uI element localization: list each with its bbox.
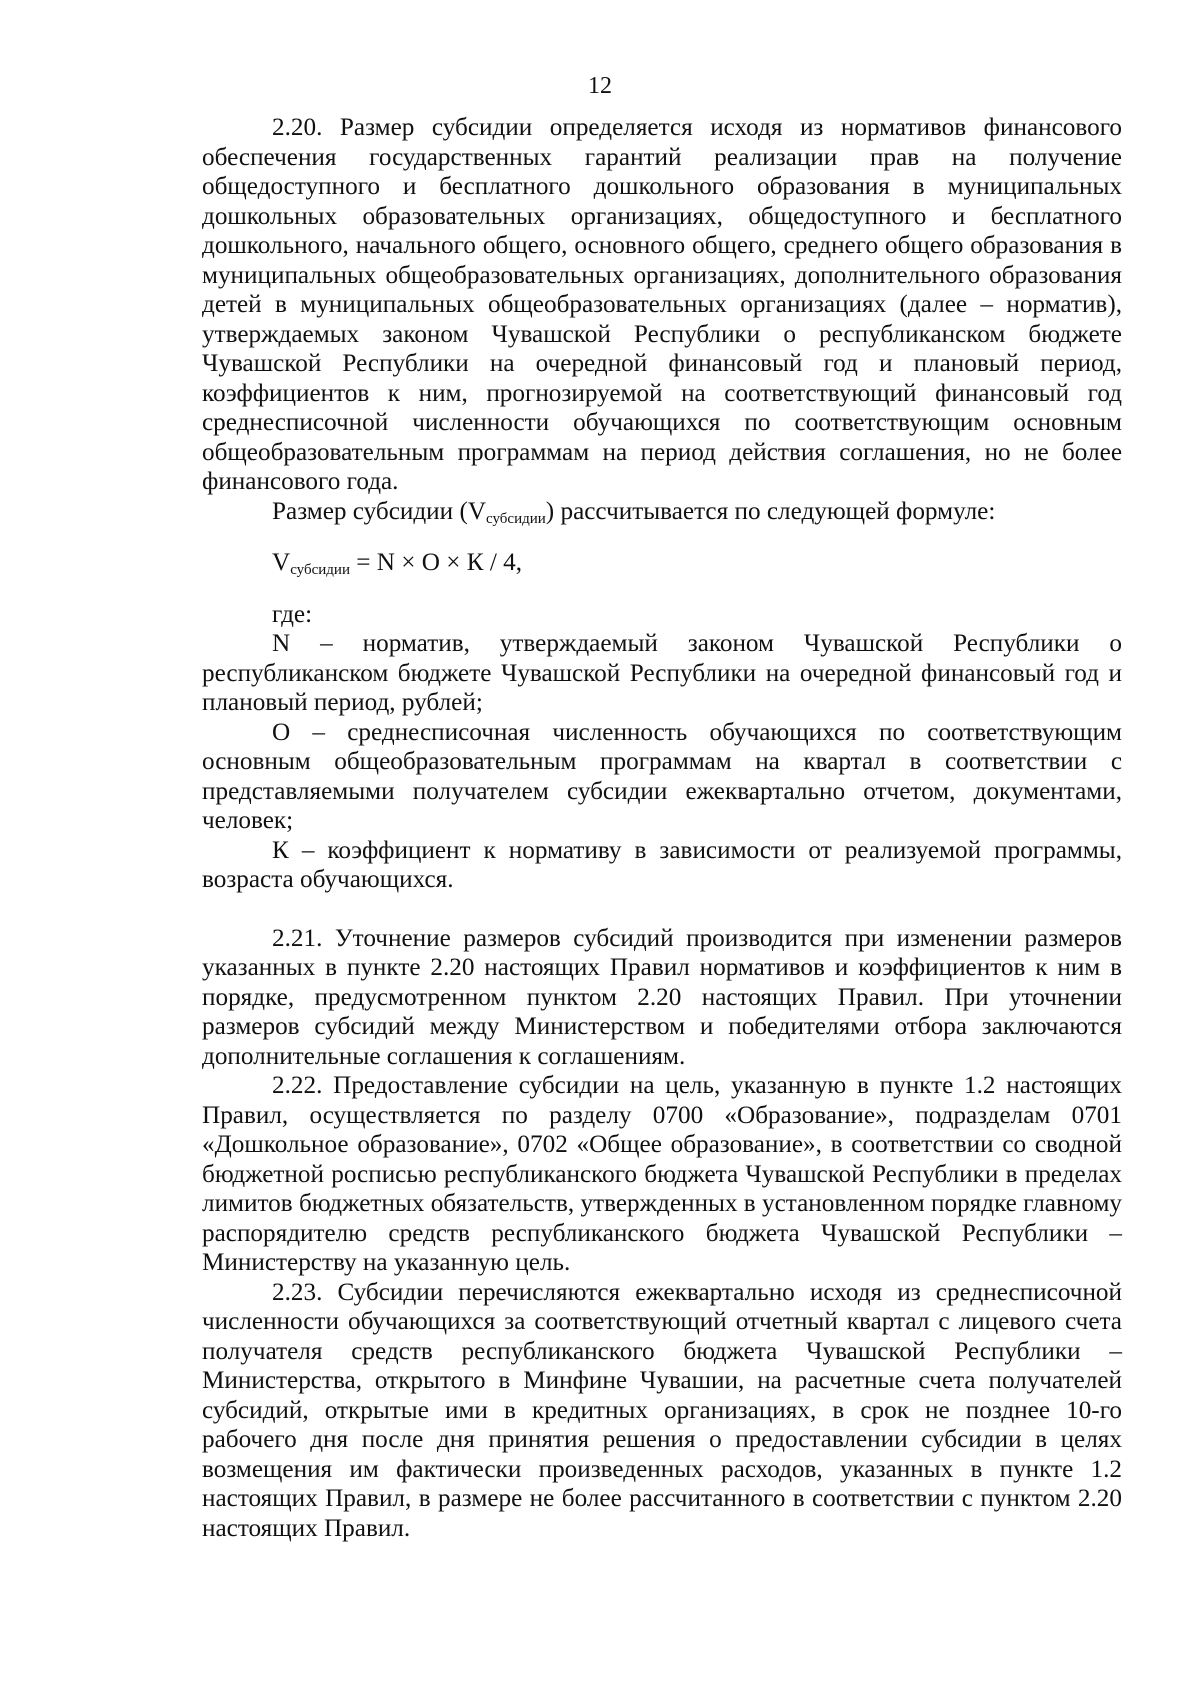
page-number: 12 xyxy=(588,73,612,99)
formula-expression: = N × O × К / 4, xyxy=(349,549,523,576)
definition-o: O – среднесписочная численность обучающихся по соответствующим основным общеобразовательным программам на квартал в соответствии с представляемыми получателем субсидии ежеквартально отчетом, документами, человек; xyxy=(202,718,1122,834)
document-body xyxy=(202,113,1122,1543)
paragraph-2-21: 2.21. Уточнение размеров субсидий производится при изменении размеров указанных в пункте 2.20 настоящих Правил нормативов и коэффициентов к ним в порядке, предусмотренном пунктом 2.20 настоящих Правил. При уточнении размеров субсидий между Министерством и победителями отбора заключаются дополнительные соглашения к соглашениям. xyxy=(202,924,1122,1070)
formula-variable: V xyxy=(272,549,291,576)
formula-intro-after: ) рассчитывается по следующей формуле: xyxy=(545,497,996,525)
where-label: где: xyxy=(272,600,313,628)
definition-k: К – коэффициент к нормативу в зависимости от реализуемой программы, возраста обучающихся. xyxy=(202,836,1122,893)
paragraph-2-23: 2.23. Субсидии перечисляются ежеквартально исходя из среднесписочной численности обучающихся за соответствующий отчетный квартал с лицевого счета получателя средств республиканского бюджета Чувашской Республики – Министерства, открытого в Минфине Чувашии, на расчетные счета получателей субсидий, открытые ими в кредитных организациях, в срок не позднее 10-го рабочего дня после дня принятия решения о предоставлении субсидии в целях возмещения им фактически произведенных расходов, указанных в пункте 1.2 настоящих Правил, в размере не более рассчитанного в соответствии с пунктом 2.20 настоящих Правил. xyxy=(202,1278,1122,1542)
paragraph-2-20: 2.20. Размер субсидии определяется исходя из нормативов финансового обеспечения государственных гарантий реализации прав на получение общедоступного и бесплатного дошкольного образования в муниципальных дошкольных образовательных организациях, общедоступного и бесплатного дошкольного, начального общего, основного общего, среднего общего образования в муниципальных общеобразовательных организациях, дополнительного образования детей в муниципальных общеобразовательных организациях (далее – норматив), утверждаемых законом Чувашской Республики о республиканском бюджете Чувашской Республики на очередной финансовый год и плановый период, коэффициентов к ним, прогнозируемой на соответствующий финансовый год среднесписочной численности обучающихся по соответствующим основным общеобразовательным программам на период действия соглашения, но не более финансового года. xyxy=(202,114,1122,495)
definition-n: N – норматив, утверждаемый законом Чувашской Республики о республиканском бюджете Чувашской Республики на очередной финансовый год и плановый период, рублей; xyxy=(202,630,1122,716)
paragraph-2-22: 2.22. Предоставление субсидии на цель, указанную в пункте 1.2 настоящих Правил, осуществляется по разделу 0700 «Образование», подразделам 0701 «Дошкольное образование», 0702 «Общее образование», в соответствии со сводной бюджетной росписью республиканского бюджета Чувашской Республики в пределах лимитов бюджетных обязательств, утвержденных в установленном порядке главному распорядителю средств республиканского бюджета Чувашской Республики – Министерству на указанную цель. xyxy=(202,1072,1122,1276)
formula-intro-before: Размер субсидии (V xyxy=(272,497,487,525)
formula-subscript: субсидии xyxy=(290,562,350,578)
formula xyxy=(272,548,1122,578)
formula-intro xyxy=(202,497,1122,527)
formula-intro-subscript: субсидии xyxy=(486,510,546,527)
